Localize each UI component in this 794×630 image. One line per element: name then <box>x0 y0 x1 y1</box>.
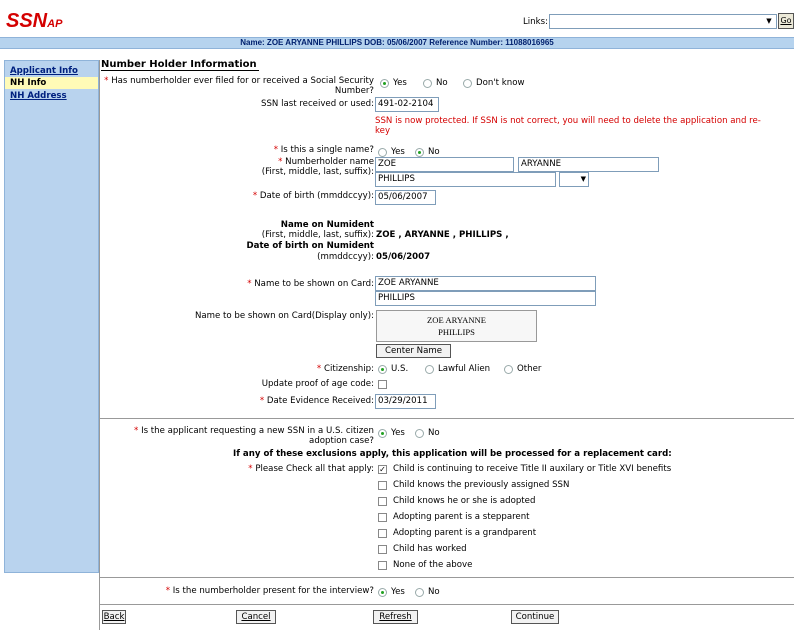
check-all-label: * Please Check all that apply: <box>248 464 374 474</box>
filed-yes-radio[interactable] <box>380 79 389 88</box>
exclusion-label-3: Adopting parent is a stepparent <box>393 512 530 522</box>
card-name-line2-input[interactable]: PHILLIPS <box>375 291 596 306</box>
citizenship-alien-label: Lawful Alien <box>438 364 491 374</box>
update-proof-checkbox[interactable] <box>378 380 387 389</box>
numident-name-value: ZOE , ARYANNE , PHILLIPS , <box>376 230 509 240</box>
exclusion-label-6: None of the above <box>393 560 473 570</box>
divider <box>100 604 794 605</box>
card-display-line1: ZOE ARYANNE <box>427 315 486 325</box>
first-name-input[interactable]: ZOE <box>375 157 514 172</box>
sidebar-item-applicant-info[interactable]: Applicant Info <box>10 66 78 76</box>
citizenship-us-label: U.S. <box>391 364 409 374</box>
q-filed-label: * Has numberholder ever filed for or received a Social Security Number? <box>104 76 374 96</box>
citizenship-other-radio[interactable] <box>504 365 513 374</box>
present-no-radio[interactable] <box>415 588 424 597</box>
numident-dob-value: 05/06/2007 <box>376 252 431 262</box>
citizenship-us-radio[interactable] <box>378 365 387 374</box>
present-label: * Is the numberholder present for the interview? <box>165 586 374 596</box>
applicant-info-bar: Name: ZOE ARYANNE PHILLIPS DOB: 05/06/2007 Reference Number: 11088016965 <box>0 37 794 49</box>
numident-dob-sublabel: (mmddccyy): <box>317 252 374 262</box>
dob-label: * Date of birth (mmddccyy): <box>252 191 374 201</box>
present-yes-label: Yes <box>391 587 405 597</box>
exclusion-label-4: Adopting parent is a grandparent <box>393 528 537 538</box>
citizenship-label: * Citizenship: <box>316 364 374 374</box>
sidebar-item-nh-info[interactable]: NH Info <box>5 77 98 89</box>
single-name-label: * Is this a single name? <box>273 145 374 155</box>
present-no-label: No <box>428 587 440 597</box>
adoption-no-radio[interactable] <box>415 429 424 438</box>
middle-name-input[interactable]: ARYANNE <box>518 157 659 172</box>
card-name-label: * Name to be shown on Card: <box>247 279 374 289</box>
exclusion-label-2: Child knows he or she is adopted <box>393 496 536 506</box>
filed-dontknow-radio[interactable] <box>463 79 472 88</box>
center-name-button[interactable]: Center Name <box>376 344 451 358</box>
exclusion-checkbox-4[interactable] <box>378 529 387 538</box>
single-name-yes-label: Yes <box>391 147 405 157</box>
adoption-yes-label: Yes <box>391 428 405 438</box>
links-label: Links: <box>523 17 548 27</box>
card-display-label: Name to be shown on Card(Display only): <box>194 311 374 321</box>
adoption-label: * Is the applicant requesting a new SSN in a U.S. citizen adoption case? <box>134 426 374 446</box>
sidebar <box>4 60 99 573</box>
adoption-yes-radio[interactable] <box>378 429 387 438</box>
exclusion-checkbox-5[interactable] <box>378 545 387 554</box>
links-dropdown[interactable] <box>549 14 777 29</box>
exclusions-heading: If any of these exclusions apply, this application will be processed for a replacement card: <box>233 449 672 459</box>
card-display-box <box>376 310 537 342</box>
card-name-line1-input[interactable]: ZOE ARYANNE <box>375 276 596 291</box>
ssn-protected-note: SSN is now protected. If SSN is not correct, you will need to delete the application and re-key <box>375 116 761 136</box>
exclusion-checkbox-1[interactable] <box>378 481 387 490</box>
card-display-line2: PHILLIPS <box>438 327 475 337</box>
sidebar-item-nh-address[interactable]: NH Address <box>10 91 67 101</box>
section-title: Number Holder Information <box>101 59 257 70</box>
numident-name-sublabel: (First, middle, last, suffix): <box>261 230 374 240</box>
present-yes-radio[interactable] <box>378 588 387 597</box>
filed-no-radio[interactable] <box>423 79 432 88</box>
exclusion-checkbox-0[interactable]: ✓ <box>379 465 386 474</box>
filed-yes-label: Yes <box>393 78 407 88</box>
exclusion-checkbox-3[interactable] <box>378 513 387 522</box>
chevron-down-icon: ▼ <box>766 17 772 25</box>
chevron-down-icon: ▼ <box>580 175 586 183</box>
ssn-label: SSN last received or used: <box>261 99 374 109</box>
exclusion-checkbox-2[interactable] <box>378 497 387 506</box>
single-name-no-label: No <box>428 147 440 157</box>
evidence-date-input[interactable]: 03/29/2011 <box>375 394 436 409</box>
numident-name-label: Name on Numident <box>280 220 374 230</box>
filed-dontknow-label: Don't know <box>476 78 525 88</box>
single-name-yes-radio[interactable] <box>378 148 387 157</box>
citizenship-other-label: Other <box>517 364 542 374</box>
nh-name-label: * Numberholder name (First, middle, last, suffix): <box>261 157 374 177</box>
exclusion-label-0: Child is continuing to receive Title II auxilary or Title XVI benefits <box>393 464 672 474</box>
dob-input[interactable]: 05/06/2007 <box>375 190 436 205</box>
cancel-button[interactable]: Cancel <box>236 610 276 624</box>
adoption-no-label: No <box>428 428 440 438</box>
last-name-input[interactable]: PHILLIPS <box>375 172 556 187</box>
update-proof-label: Update proof of age code: <box>261 379 374 389</box>
exclusion-label-1: Child knows the previously assigned SSN <box>393 480 570 490</box>
evidence-date-label: * Date Evidence Received: <box>259 396 374 406</box>
refresh-button[interactable]: Refresh <box>373 610 418 624</box>
go-button[interactable]: Go <box>778 13 794 29</box>
filed-no-label: No <box>436 78 448 88</box>
back-button[interactable]: Back <box>103 612 125 622</box>
single-name-no-radio[interactable] <box>415 148 424 157</box>
exclusion-label-5: Child has worked <box>393 544 467 554</box>
citizenship-alien-radio[interactable] <box>425 365 434 374</box>
divider <box>100 418 794 419</box>
exclusion-checkbox-6[interactable] <box>378 561 387 570</box>
ssnap-logo: SSNAP <box>6 10 63 32</box>
divider <box>100 577 794 578</box>
ssn-input[interactable]: 491-02-2104 <box>375 97 439 112</box>
suffix-select[interactable] <box>559 172 589 187</box>
continue-button[interactable]: Continue <box>511 610 559 624</box>
numident-dob-label: Date of birth on Numident <box>246 241 374 251</box>
